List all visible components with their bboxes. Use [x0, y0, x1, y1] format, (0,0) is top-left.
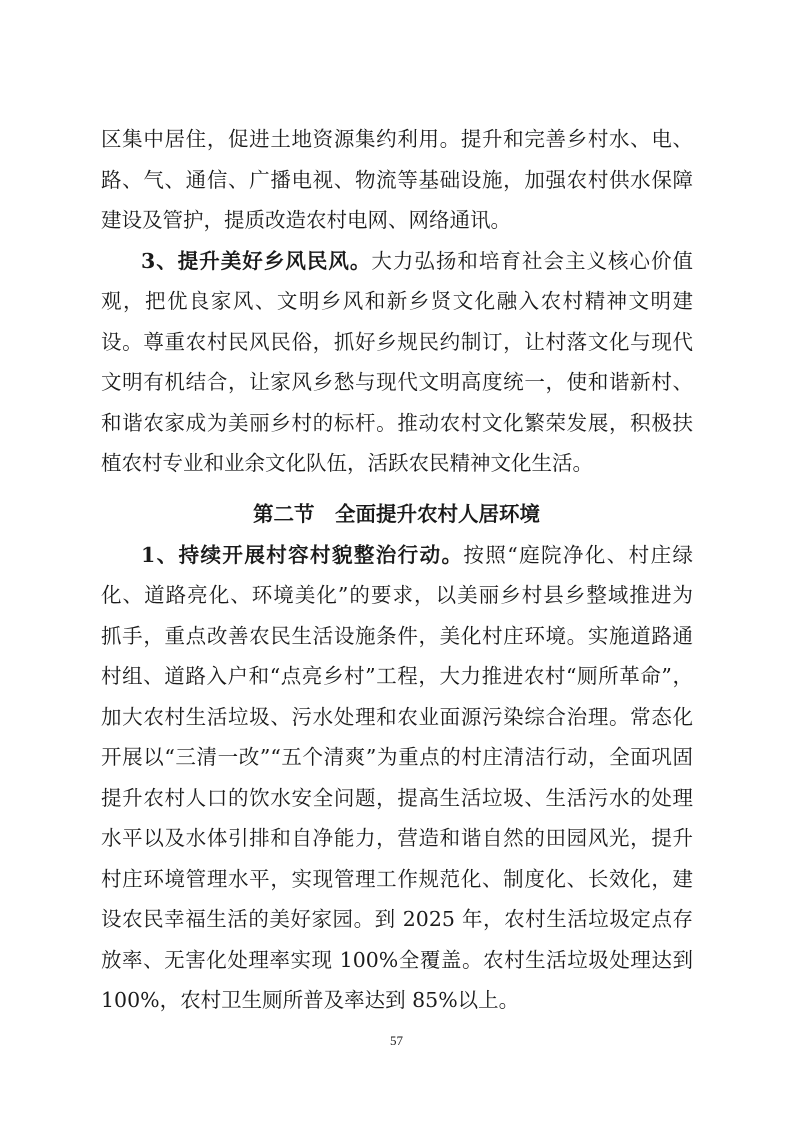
- paragraph-line: 抓手，重点改善农民生活设施条件，美化村庄环境。实施道路通: [101, 624, 693, 648]
- paragraph-line: 化、道路亮化、环境美化”的要求，以美丽乡村县乡整域推进为: [101, 583, 693, 607]
- paragraph-line: 设农民幸福生活的美好家园。到 2025 年，农村生活垃圾定点存: [101, 907, 693, 931]
- paragraph-first-line: [141, 247, 693, 275]
- paragraph-line: 文明有机结合，让家风乡愁与现代文明高度统一，使和谐新村、: [101, 370, 693, 394]
- paragraph-lead: 3、提升美好乡风民风。: [141, 249, 372, 273]
- paragraph-line: 村庄环境管理水平，实现管理工作规范化、制度化、长效化，建: [101, 867, 693, 891]
- paragraph-lead: 1、持续开展村容村貌整治行动。: [141, 543, 464, 567]
- paragraph-line: 开展以“三清一改”“五个清爽”为重点的村庄清洁行动，全面巩固: [101, 745, 693, 769]
- paragraph-first-rest: 按照“庭院净化、村庄绿: [463, 543, 694, 567]
- paragraph-line: 和谐农家成为美丽乡村的标杆。推动农村文化繁荣发展，积极扶: [101, 411, 693, 435]
- page-number: 57: [390, 1033, 403, 1048]
- paragraph-line: 观，把优良家风、文明乡风和新乡贤文化融入农村精神文明建: [101, 289, 693, 313]
- paragraph-line: 建设及管护，提质改造农村电网、网络通讯。: [101, 208, 511, 232]
- paragraph-line: 100%，农村卫生厕所普及率达到 85%以上。: [101, 988, 520, 1012]
- paragraph-first-rest: 大力弘扬和培育社会主义核心价值: [371, 249, 694, 273]
- paragraph-line: 村组、道路入户和“点亮乡村”工程，大力推进农村“厕所革命”，: [101, 664, 693, 688]
- paragraph-line: 放率、无害化处理率实现 100%全覆盖。农村生活垃圾处理达到: [101, 948, 693, 972]
- paragraph-line: 设。尊重农村民风民俗，抓好乡规民约制订，让村落文化与现代: [101, 330, 693, 354]
- paragraph-line: 路、气、通信、广播电视、物流等基础设施，加强农村供水保障: [101, 168, 693, 192]
- paragraph-line: 植农村专业和业余文化队伍，活跃农民精神文化生活。: [101, 451, 593, 475]
- section-heading: 第二节 全面提升农村人居环境: [253, 502, 540, 526]
- paragraph-first-line: [141, 541, 693, 569]
- paragraph-line: 提升农村人口的饮水安全问题，提高生活垃圾、生活污水的处理: [101, 786, 693, 810]
- paragraph-line: 加大农村生活垃圾、污水处理和农业面源污染综合治理。常态化: [101, 705, 693, 729]
- paragraph-line: 水平以及水体引排和自净能力，营造和谐自然的田园风光，提升: [101, 826, 693, 850]
- paragraph-line: 区集中居住，促进土地资源集约利用。提升和完善乡村水、电、: [101, 127, 693, 151]
